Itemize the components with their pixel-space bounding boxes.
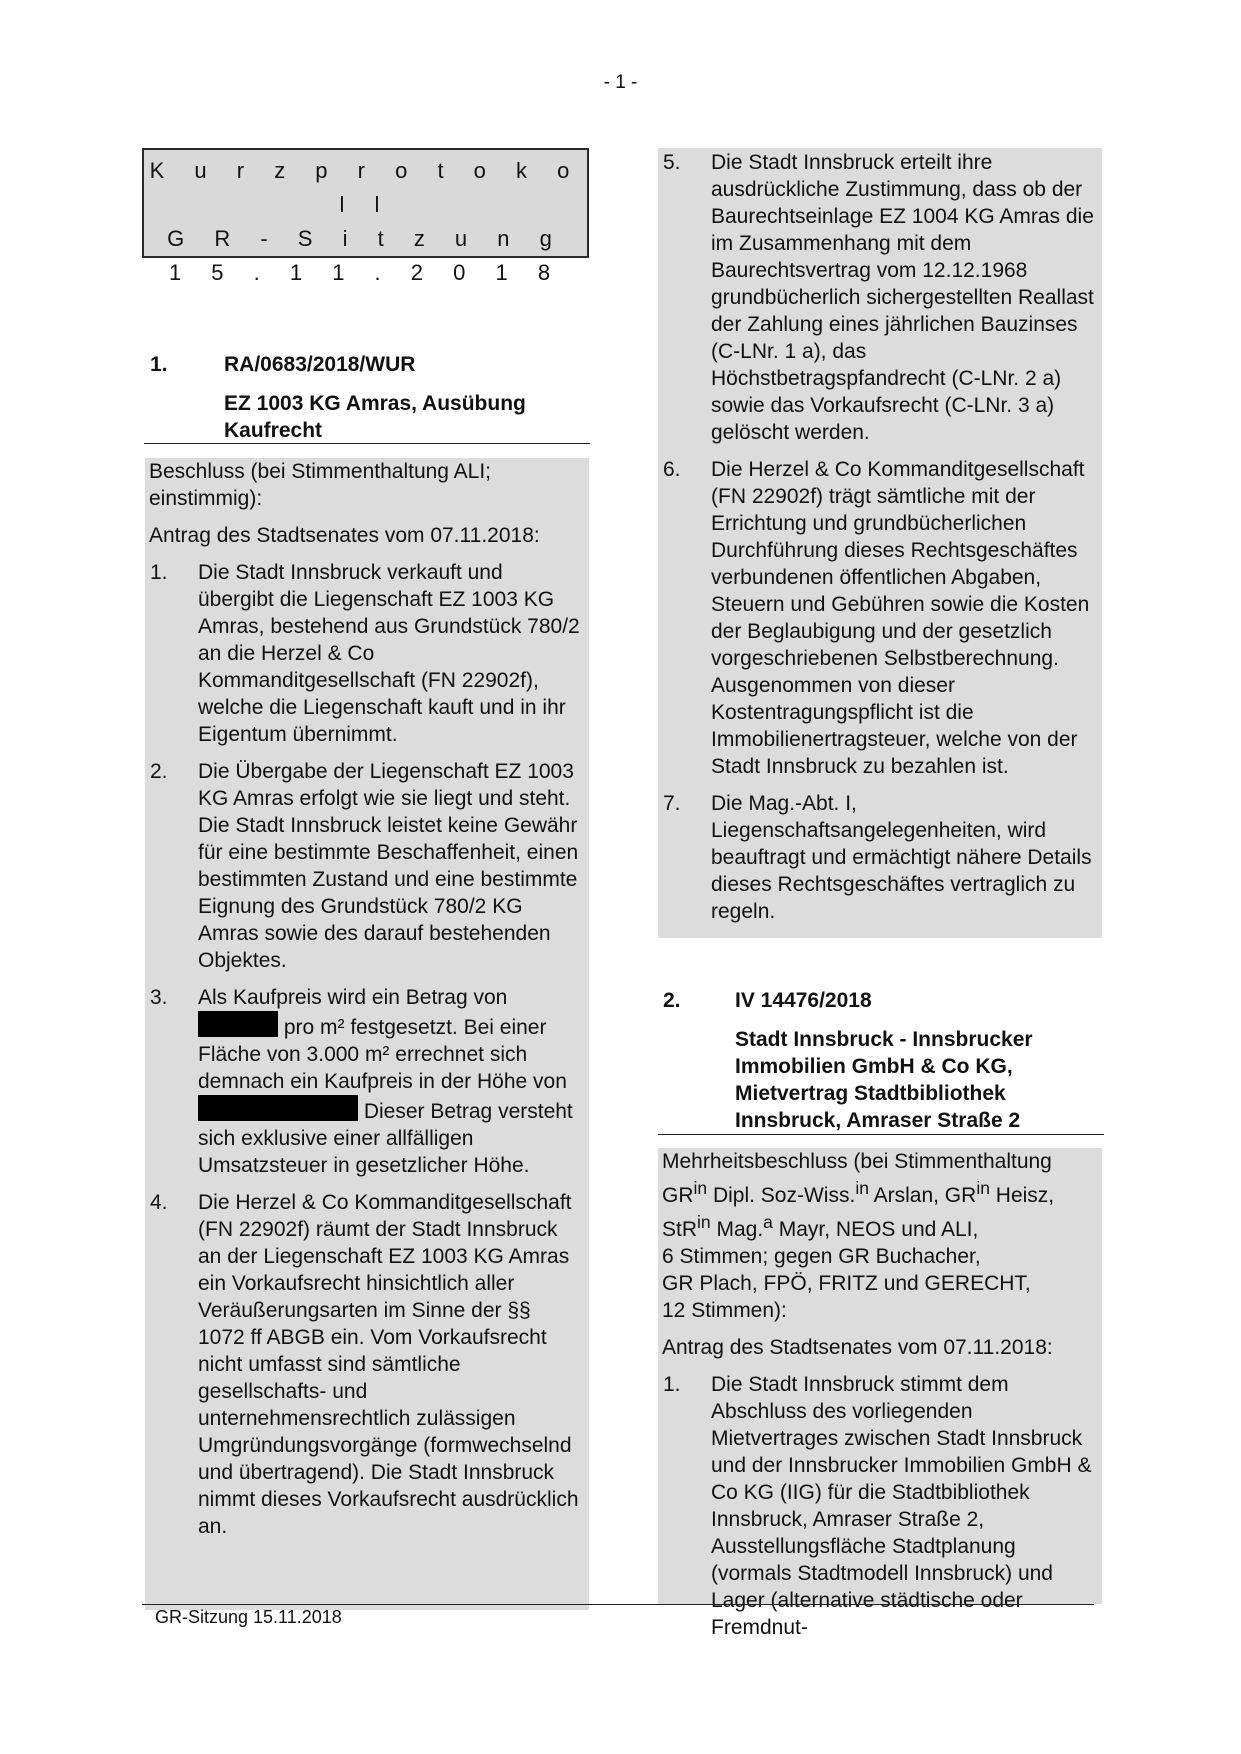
section-1-body-continued (658, 148, 1102, 938)
redaction-price-per-m2 (198, 1011, 278, 1037)
section-1-number: 1. (150, 353, 168, 376)
section-2-title-line-1: Stadt Innsbruck - Innsbrucker (735, 1028, 1033, 1051)
section-2-item-1: 1. Die Stadt Innsbruck stimmt dem Abschluss des vorliegenden Mietvertrages zwischen Stadt Innsbruck und der Innsbrucker Immobilien GmbH & Co KG (IIG) für die Stadtbibliothek Innsbruck, Amraser Straße 2, Ausstellungsfläche Stadtplanung (vormals Stadtmodell Innsbruck) und Lager (alternative städtische oder Fremdnut- (663, 1373, 1092, 1639)
section-2-title-line-2: Immobilien GmbH & Co KG, (735, 1055, 1013, 1078)
section-1-item-6: 6. Die Herzel & Co Kommanditgesellschaft (FN 22902f) trägt sämtliche mit der Errichtung und grundbücherlichen Durchführung dieses Rechtsgeschäftes verbundenen öffentlichen Abgaben, Steuern und Gebühren sowie die Kosten der Beglaubigung und der gesetzlich vorgeschriebenen Selbstberechnung. Ausgenommen von dieser Kostentragungspflicht ist die Immobilienertragsteuer, welche von der Stadt Innsbruck zu bezahlen ist. (663, 458, 1090, 778)
section-1-motion: Antrag des Stadtsenates vom 07.11.2018: (149, 524, 540, 547)
redaction-total-price (198, 1095, 358, 1121)
section-1-rule (144, 443, 590, 444)
section-2-rule (658, 1134, 1104, 1135)
section-2-title-line-4: Innsbruck, Amraser Straße 2 (735, 1109, 1021, 1132)
section-1-resolution: Beschluss (bei Stimmenthaltung ALI; einstimmig): (149, 460, 492, 510)
section-1-ref: RA/0683/2018/WUR (224, 353, 416, 376)
section-2-number: 2. (663, 989, 681, 1012)
section-2-body (658, 1148, 1102, 1639)
section-1-item-2: 2. Die Übergabe der Liegenschaft EZ 1003 KG Amras erfolgt wie sie liegt und steht. Die Stadt Innsbruck leistet keine Gewähr für eine bestimmte Beschaffenheit, einen bestimmten Zustand und eine bestimmte Eignung des Grundstück 780/2 KG Amras sowie des darauf bestehenden Objektes. (150, 760, 579, 972)
section-1-item-7: 7. Die Mag.-Abt. I, Liegenschaftsangelegenheiten, wird beauftragt und ermächtigt nähere Details dieses Rechtsgeschäftes vertraglich zu regeln. (663, 792, 1092, 923)
page-number: - 1 - (603, 72, 638, 93)
section-2-heading (663, 987, 1103, 1132)
title-box (142, 148, 589, 285)
section-1-item-4: 4. Die Herzel & Co Kommanditgesellschaft (FN 22902f) räumt der Stadt Innsbruck an der Liegenschaft EZ 1003 KG Amras ein Vorkaufsrecht hinsichtlich aller Veräußerungsarten im Sinne der §§ 1072 ff ABGB ein. Vom Vorkaufsrecht nicht umfasst sind sämtliche gesellschafts- und unternehmensrechtlich zulässigen Umgründungsvorgänge (formwechselnd und übertragend). Die Stadt Innsbruck nimmt dieses Vorkaufsrecht ausdrücklich an. (150, 1191, 579, 1538)
footer-text: GR-Sitzung 15.11.2018 (155, 1607, 342, 1627)
section-2-motion: Antrag des Stadtsenates vom 07.11.2018: (662, 1336, 1053, 1359)
section-2-title-line-3: Mietvertrag Stadtbibliothek (735, 1082, 1006, 1105)
section-2-ref: IV 14476/2018 (735, 989, 872, 1012)
title-line-1: K u r z p r o t o k o l l (149, 158, 582, 217)
section-2-resolution: Mehrheitsbeschluss (bei Stimmenthaltung $GR^{in}$ Dipl. Soz-Wiss.$^{in}$ Arslan, $GR^{in}$ Heisz, StR$^{in}$ Mag.$^a$ Mayr, NEOS und ALI, 6 Stimmen; gegen GR Buchacher, GR Plach, FPÖ, FRITZ und GERECHT, 12 Stimmen): (662, 1150, 1055, 1322)
section-1-body (145, 458, 589, 1610)
section-1-heading (150, 351, 590, 441)
section-1-title-line-2: Kaufrecht (224, 419, 323, 442)
title-line-2: G R - S i t z u n g (167, 226, 564, 251)
section-1-item-3: 3. Als Kaufpreis wird ein Betrag von pro m² festgesetzt. Bei einer Fläche von 3.000 m² errechnet sich demnach ein Kaufpreis in der Höhe von Dieser Betrag versteht sich exklusive einer allfälligen Umsatzsteuer in gesetzlicher Höhe. (150, 986, 573, 1177)
section-1-title-line-1: EZ 1003 KG Amras, Ausübung (224, 392, 526, 415)
section-1-item-5: 5. Die Stadt Innsbruck erteilt ihre ausdrückliche Zustimmung, dass ob der Baurechtseinlage EZ 1004 KG Amras die im Zusammenhang mit dem Baurechtsvertrag vom 12.12.1968 grundbücherlich sichergestellten Reallast der Zahlung eines jährlichen Bauzinses (C-LNr. 1 a), das Höchstbetragspfandrecht (C-LNr. 2 a) sowie das Vorkaufsrecht (C-LNr. 3 a) gelöscht werden. (663, 151, 1094, 444)
section-1-item-1: 1. Die Stadt Innsbruck verkauft und übergibt die Liegenschaft EZ 1003 KG Amras, bestehend aus Grundstück 780/2 an die Herzel & Co Kommanditgesellschaft (FN 22902f), welche die Liegenschaft kauft und in ihr Eigentum übernimmt. (150, 561, 580, 746)
title-line-3: 1 5 . 1 1 . 2 0 1 8 (168, 260, 563, 285)
footer-rule (142, 1604, 1094, 1605)
